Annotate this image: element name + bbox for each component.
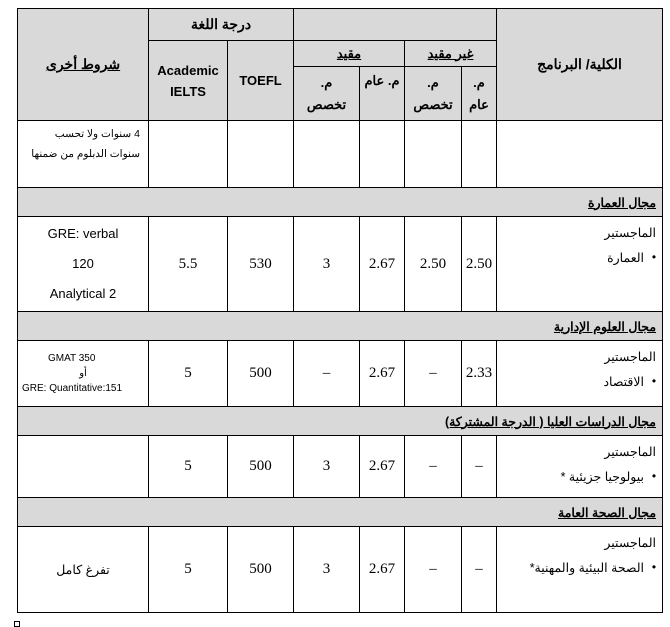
toefl-value: 500 xyxy=(228,436,294,498)
requirements-table xyxy=(17,8,663,613)
c-major-value: 3 xyxy=(294,217,360,312)
ng-general-value: 2.33 xyxy=(462,341,497,407)
other-conditions: GRE: verbal 120 Analytical 2 xyxy=(18,217,149,312)
toefl-value: 500 xyxy=(228,341,294,407)
c-general-value: 2.67 xyxy=(360,436,405,498)
ng-major-value: 2.50 xyxy=(405,217,462,312)
toefl-value: 530 xyxy=(228,217,294,312)
program-cell: الماجستير • الصحة البيئية والمهنية* xyxy=(497,527,663,613)
ielts-value: 5 xyxy=(149,341,228,407)
section-title: مجال العمارة xyxy=(18,188,663,217)
ng-major-value: – xyxy=(405,341,462,407)
c-general-value: 2.67 xyxy=(360,527,405,613)
header-toefl: TOEFL xyxy=(228,41,294,121)
program-cell: الماجستير • العمارة xyxy=(497,217,663,312)
c-general-value: 2.67 xyxy=(360,341,405,407)
header-ielts-line2: IELTS xyxy=(170,83,206,99)
note-row-cell xyxy=(405,121,462,188)
ng-general-value: 2.50 xyxy=(462,217,497,312)
ielts-value: 5.5 xyxy=(149,217,228,312)
section-title: مجال الصحة العامة xyxy=(18,498,663,527)
other-conditions: GMAT 350 أو GRE: Quantitative:151 xyxy=(18,341,149,407)
note-row-cell xyxy=(294,121,360,188)
section-title: مجال العلوم الإدارية xyxy=(18,312,663,341)
header-program: الكلية/ البرنامج xyxy=(497,9,663,121)
header-conditional: مقيد xyxy=(294,41,405,67)
c-major-value: – xyxy=(294,341,360,407)
paragraph-mark xyxy=(14,621,20,627)
note-row-other: 4 سنوات ولا تحسب سنوات الدبلوم من ضمنها xyxy=(18,121,149,188)
header-not-conditional: غير مقيد xyxy=(405,41,497,67)
other-conditions: تفرغ كامل xyxy=(18,527,149,613)
ng-major-value: – xyxy=(405,527,462,613)
header-ielts xyxy=(149,41,228,121)
c-major-value: 3 xyxy=(294,527,360,613)
header-language: درجة اللغة xyxy=(149,9,294,41)
note-row-cell xyxy=(228,121,294,188)
note-row-cell xyxy=(462,121,497,188)
ielts-value: 5 xyxy=(149,527,228,613)
note-row-program xyxy=(497,121,663,188)
ng-general-value: – xyxy=(462,436,497,498)
toefl-value: 500 xyxy=(228,527,294,613)
ng-major-value: – xyxy=(405,436,462,498)
program-cell: الماجستير • الاقتصاد xyxy=(497,341,663,407)
section-title: مجال الدراسات العليا ( الدرجة المشتركة) xyxy=(18,407,663,436)
header-c-major: م. تخصص xyxy=(294,67,360,121)
header-c-general: م. عام xyxy=(360,67,405,121)
header-ng-general: م. عام xyxy=(462,67,497,121)
ng-general-value: – xyxy=(462,527,497,613)
other-conditions xyxy=(18,436,149,498)
note-row-cell xyxy=(360,121,405,188)
c-general-value: 2.67 xyxy=(360,217,405,312)
c-major-value: 3 xyxy=(294,436,360,498)
header-ng-major: م. تخصص xyxy=(405,67,462,121)
header-ielts-line1: Academic xyxy=(157,62,219,78)
note-row-cell xyxy=(149,121,228,188)
ielts-value: 5 xyxy=(149,436,228,498)
header-gpa-group xyxy=(294,9,497,41)
program-cell: الماجستير • بيولوجيا جزيئية * xyxy=(497,436,663,498)
header-other: شروط أخرى xyxy=(18,9,149,121)
